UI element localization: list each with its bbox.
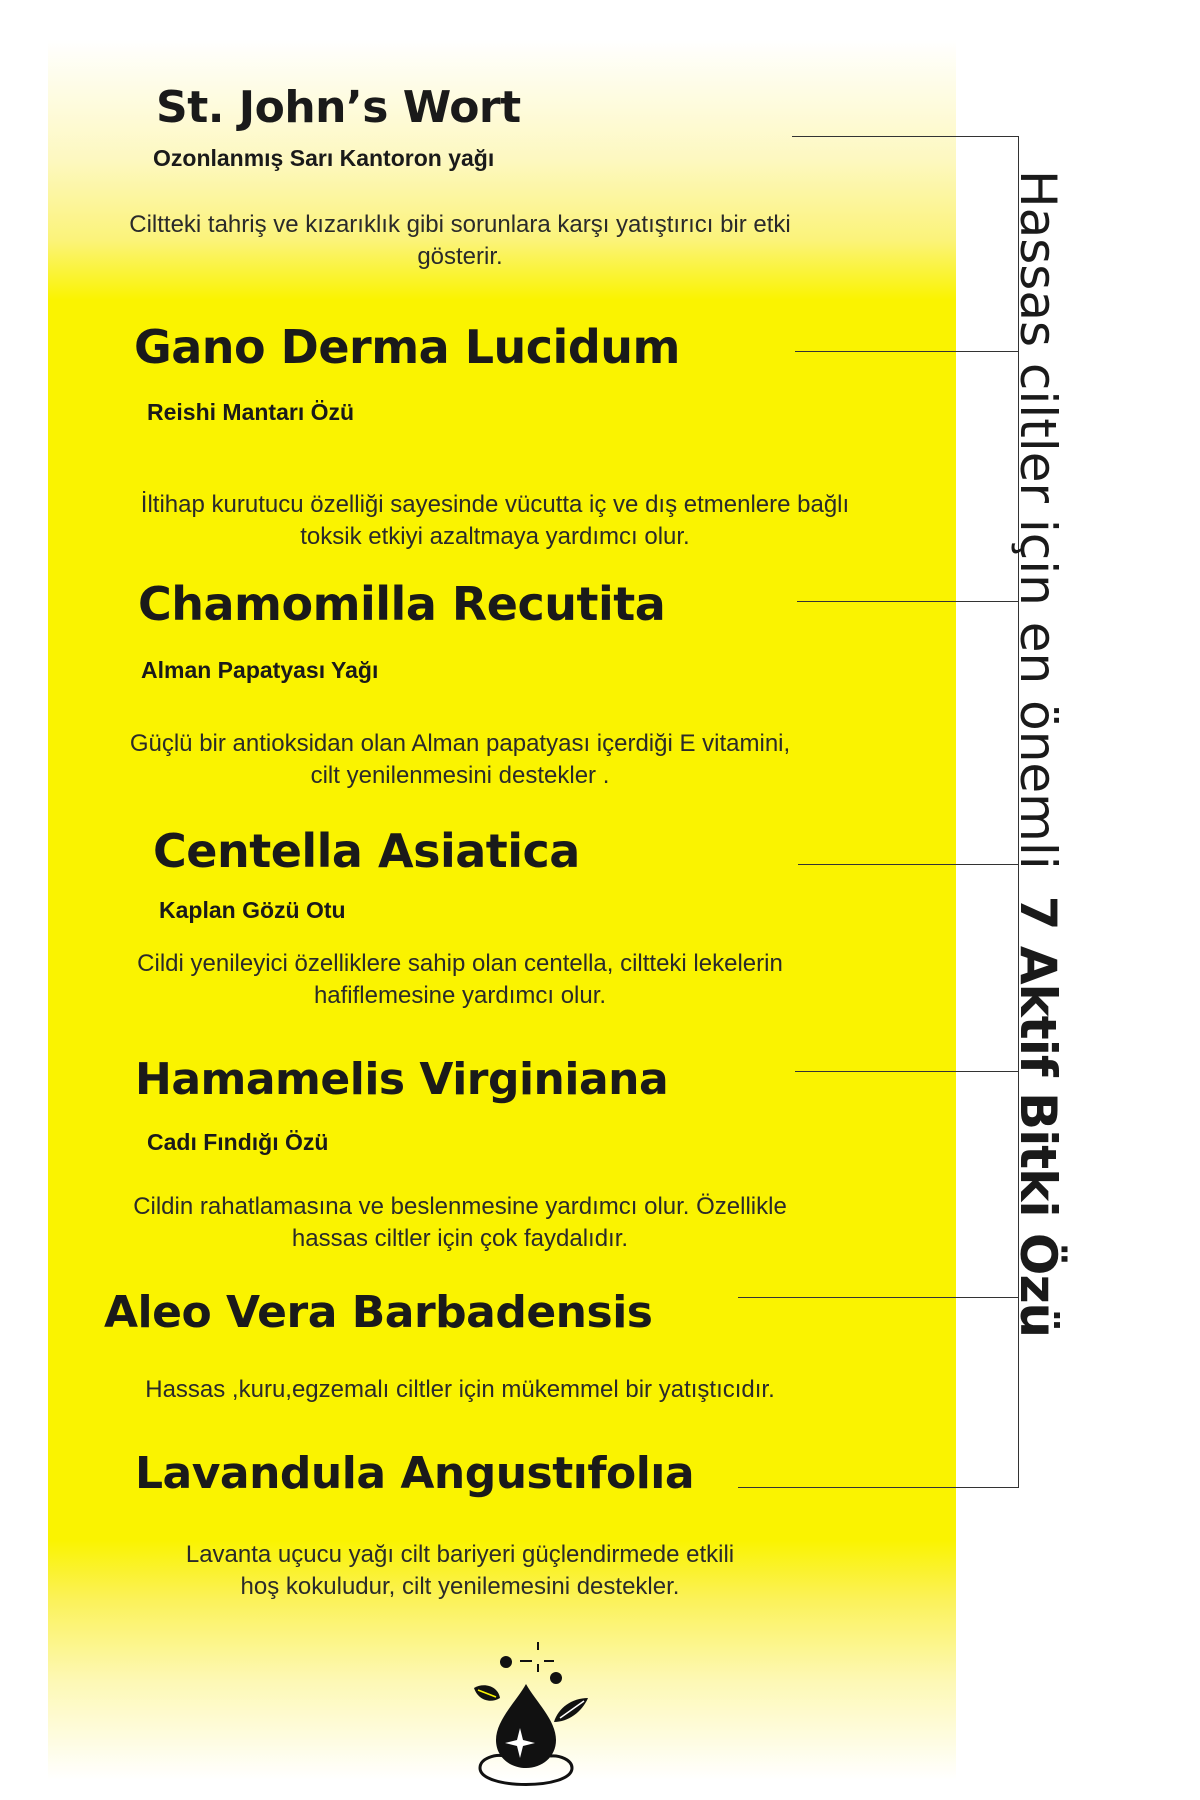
side-heading (1009, 170, 1067, 1338)
desc-line: İltihap kurutucu özelliği sayesinde vücutta iç ve dış etmenlere bağlı (140, 491, 850, 518)
item-subtitle-gano-derma: Reishi Mantarı Özü (147, 399, 355, 425)
item-desc-st-johns-wort (60, 209, 860, 273)
item-subtitle-st-johns-wort: Ozonlanmış Sarı Kantoron yağı (153, 145, 495, 171)
item-desc-centella (60, 948, 860, 1012)
desc-line: hassas ciltler için çok faydalıdır. (291, 1225, 629, 1252)
desc-line: Cildi yenileyici özelliklere sahip olan centella, ciltteki lekelerin (137, 950, 783, 977)
item-desc-aleo-vera (60, 1374, 860, 1406)
item-title-hamamelis: Hamamelis Virginiana (135, 1054, 669, 1105)
item-desc-hamamelis (60, 1191, 860, 1255)
connector-line (738, 1487, 1018, 1488)
desc-line: hafiflemesine yardımcı olur. (313, 982, 607, 1009)
desc-line: Hassas ,kuru,egzemalı ciltler için mükemmel bir yatıştıcıdır. (145, 1376, 775, 1403)
item-desc-chamomilla (60, 728, 860, 792)
connector-line (797, 601, 1018, 602)
connector-line (792, 136, 1018, 137)
item-title-centella: Centella Asiatica (153, 824, 580, 878)
desc-line: Lavanta uçucu yağı cilt bariyeri güçlendirmede etkili (185, 1541, 735, 1568)
desc-line: cilt yenilenmesini destekler . (310, 762, 610, 789)
item-desc-gano-derma (80, 489, 910, 553)
item-title-gano-derma: Gano Derma Lucidum (134, 320, 680, 374)
item-title-aleo-vera: Aleo Vera Barbadensis (104, 1287, 653, 1338)
desc-line: Güçlü bir antioksidan olan Alman papatyası içerdiği E vitamini, (129, 730, 791, 757)
item-title-lavandula: Lavandula Angustıfolıa (135, 1448, 695, 1499)
desc-line: Ciltteki tahriş ve kızarıklık gibi sorunlara karşı yatıştırıcı bir etki (129, 211, 791, 238)
desc-line: Cildin rahatlamasına ve beslenmesine yardımcı olur. Özellikle (133, 1193, 787, 1220)
connector-line (738, 1297, 1018, 1298)
connector-line (798, 864, 1018, 865)
side-heading-bold: 7 Aktif Bitki Özü (1009, 895, 1067, 1338)
item-title-st-johns-wort: St. John’s Wort (156, 82, 521, 133)
desc-line: hoş kokuludur, cilt yenilemesini destekler. (240, 1573, 680, 1600)
item-subtitle-centella: Kaplan Gözü Otu (159, 897, 346, 923)
item-desc-lavandula (60, 1539, 860, 1603)
item-subtitle-chamomilla: Alman Papatyası Yağı (141, 657, 379, 683)
connector-line (795, 351, 1018, 352)
side-heading-normal: Hassas ciltler için en önemli (1009, 170, 1067, 870)
desc-line: gösterir. (417, 243, 503, 270)
connector-line (795, 1071, 1018, 1072)
desc-line: toksik etkiyi azaltmaya yardımcı olur. (300, 523, 690, 550)
item-subtitle-hamamelis: Cadı Fındığı Özü (147, 1129, 329, 1155)
item-title-chamomilla: Chamomilla Recutita (138, 577, 666, 631)
drop-with-leaves-icon (460, 1640, 610, 1795)
